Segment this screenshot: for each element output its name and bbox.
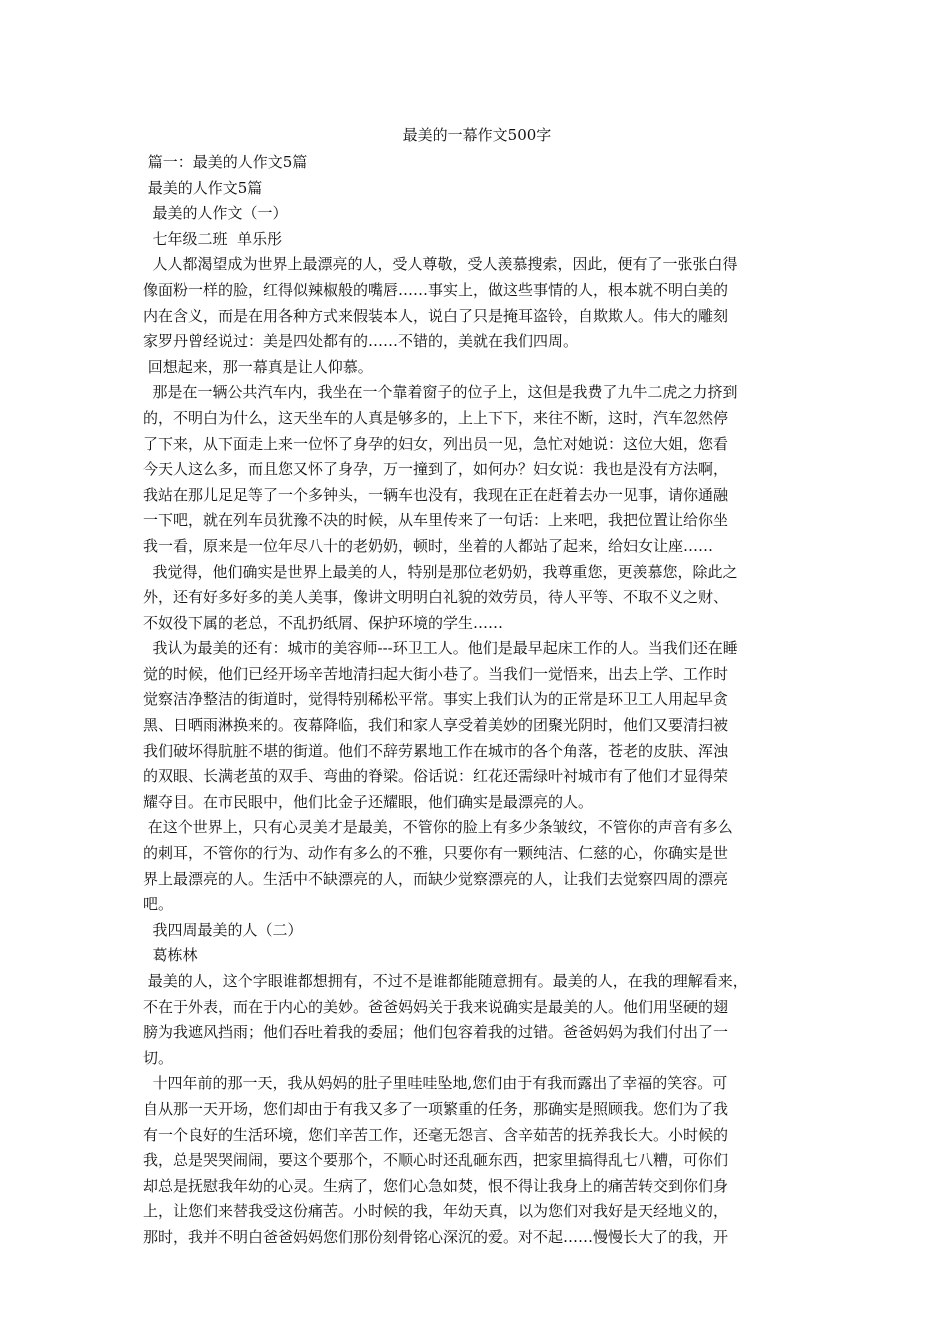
paragraph-line: 最美的人，这个字眼谁都想拥有，不过不是谁都能随意拥有。最美的人，在我的理解看来， bbox=[143, 972, 748, 990]
document-page bbox=[143, 122, 811, 1251]
paragraph-line: 耀夺目。在市民眼中，他们比金子还耀眼，他们确实是最漂亮的人。 bbox=[143, 792, 594, 811]
paragraph-line: 上，让您们来替我受这份痛苦。小时候的我，年幼天真，以为您们对我好是天经地义的， bbox=[143, 1202, 729, 1221]
paragraph-line: 那时，我并不明白爸爸妈妈您们那份刻骨铭心深沉的爱。对不起……慢慢长大了的我，开 bbox=[143, 1227, 729, 1246]
paragraph bbox=[143, 252, 811, 354]
paragraph-line: 有一个良好的生活环境，您们辛苦工作，还毫无怨言、含辛茹苦的抚养我长大。小时候的 bbox=[143, 1125, 729, 1144]
paragraph-line: 膀为我遮风挡雨；他们吞吐着我的委屈；他们包容着我的过错。爸爸妈妈为我们付出了一 bbox=[143, 1023, 729, 1042]
paragraph-line: 觉的时候，他们已经开场辛苦地清扫起大街小巷了。当我们一觉悟来，出去上学、工作时 bbox=[143, 664, 729, 683]
document-body bbox=[143, 252, 811, 1250]
paragraph bbox=[143, 1071, 811, 1250]
paragraph bbox=[143, 943, 811, 969]
paragraph-line: 内在含义，而是在用各种方式来假装本人，说白了只是掩耳盗铃，自欺欺人。伟大的雕刻 bbox=[143, 306, 729, 325]
paragraph bbox=[143, 380, 811, 559]
paragraph-line: 切。 bbox=[143, 1048, 174, 1067]
paragraph-line: 界上最漂亮的人。生活中不缺漂亮的人，而缺少觉察漂亮的人，让我们去觉察四周的漂亮 bbox=[143, 869, 729, 888]
paragraph-line: 的双眼、长满老茧的双手、弯曲的脊梁。俗话说：红花还需绿叶衬城市有了他们才显得荣 bbox=[143, 767, 729, 786]
paragraph-line: 那是在一辆公共汽车内，我坐在一个靠着窗子的位子上，这但是我费了九牛二虎之力挤到 bbox=[143, 383, 738, 402]
paragraph bbox=[143, 969, 811, 1071]
paragraph bbox=[143, 815, 811, 917]
paragraph-line: 黑、日晒雨淋换来的。夜幕降临，我们和家人享受着美妙的团聚光阴时，他们又要清扫被 bbox=[143, 716, 729, 735]
paragraph-line: 的刺耳，不管你的行为、动作有多么的不雅，只要你有一颗纯洁、仁慈的心，你确实是世 bbox=[143, 844, 729, 863]
paragraph-line: 不奴役下属的老总，不乱扔纸屑、保护环境的学生…… bbox=[143, 613, 504, 632]
paragraph-line: 家罗丹曾经说过：美是四处都有的……不错的，美就在我们四周。 bbox=[143, 332, 579, 351]
paragraph-line: 我四周最美的人（二） bbox=[143, 920, 303, 939]
heading-line: 篇一：最美的人作文5篇 bbox=[143, 153, 308, 171]
paragraph-line: 葛栋林 bbox=[143, 946, 198, 965]
paragraph-line: 吧。 bbox=[143, 895, 174, 914]
heading-line: 最美的人作文（一） bbox=[143, 204, 288, 223]
paragraph-line: 的，不明白为什么，这天坐车的人真是够多的，上上下下，来往不断，这时，汽车忽然停 bbox=[143, 408, 729, 427]
paragraph bbox=[143, 355, 811, 381]
paragraph-line: 了下来，从下面走上来一位怀了身孕的妇女，列出员一见，急忙对她说：这位大姐，您看 bbox=[143, 434, 729, 453]
paragraph-line: 我认为最美的还有：城市的美容师---环卫工人。他们是最早起床工作的人。当我们还在睡 bbox=[143, 639, 738, 658]
paragraph-line: 在这个世界上，只有心灵美才是最美，不管你的脸上有多少条皱纹，不管你的声音有多么 bbox=[143, 818, 733, 837]
paragraph-line: 我们破坏得肮脏不堪的街道。他们不辞劳累地工作在城市的各个角落，苍老的皮肤、浑浊 bbox=[143, 741, 729, 760]
paragraph-line: 像面粉一样的脸，红得似辣椒般的嘴唇……事实上，做这些事情的人，根本就不明白美的 bbox=[143, 280, 729, 299]
paragraph-line: 十四年前的那一天，我从妈妈的肚子里哇哇坠地,您们由于有我而露出了幸福的笑容。可 bbox=[143, 1074, 728, 1093]
heading-line: 最美的人作文5篇 bbox=[143, 178, 263, 197]
paragraph-line: 我，总是哭哭闹闹，要这个要那个，不顺心时还乱砸东西，把家里搞得乱七八糟，可你们 bbox=[143, 1151, 729, 1170]
paragraph-line: 我一看，原来是一位年尽八十的老奶奶，顿时，坐着的人都站了起来，给妇女让座…… bbox=[143, 536, 714, 555]
paragraph bbox=[143, 636, 811, 815]
paragraph-line: 一下吧，就在列车员犹豫不决的时候，从车里传来了一句话：上来吧，我把位置让给你坐 bbox=[143, 511, 729, 530]
document-title: 最美的一幕作文500字 bbox=[402, 126, 552, 144]
paragraph-line: 不在于外表，而在于内心的美妙。爸爸妈妈关于我来说确实是最美的人。他们用坚硬的翅 bbox=[143, 997, 729, 1016]
paragraph-line: 自从那一天开场，您们却由于有我又多了一项繁重的任务，那确实是照顾我。您们为了我 bbox=[143, 1099, 729, 1118]
paragraph bbox=[143, 918, 811, 944]
paragraph-line: 外，还有好多好多的美人美事，像讲文明明白礼貌的效劳员，待人平等、不取不义之财、 bbox=[143, 588, 729, 607]
paragraph bbox=[143, 560, 811, 637]
paragraph-line: 觉察洁净整洁的街道时，觉得特别稀松平常。事实上我们认为的正常是环卫工人用起早贪 bbox=[143, 690, 729, 709]
paragraph-line: 人人都渴望成为世界上最漂亮的人，受人尊敬，受人羡慕搜索，因此，便有了一张张白得 bbox=[143, 255, 738, 274]
paragraph-line: 我觉得，他们确实是世界上最美的人，特别是那位老奶奶，我尊重您，更羡慕您，除此之 bbox=[143, 562, 738, 581]
paragraph-line: 今天人这么多，而且您又怀了身孕，万一撞到了，如何办？妇女说：我也是没有方法啊， bbox=[143, 460, 729, 479]
paragraph-line: 我站在那儿足足等了一个多钟头，一辆车也没有，我现在正在赶着去办一见事，请你通融 bbox=[143, 485, 729, 504]
paragraph-line: 却总是抚慰我年幼的心灵。生病了，您们心急如焚，恨不得让我身上的痛苦转交到你们身 bbox=[143, 1176, 729, 1195]
paragraph-line: 回想起来，那一幕真是让人仰慕。 bbox=[143, 357, 373, 376]
heading-line: 七年级二班 单乐彤 bbox=[143, 229, 283, 248]
